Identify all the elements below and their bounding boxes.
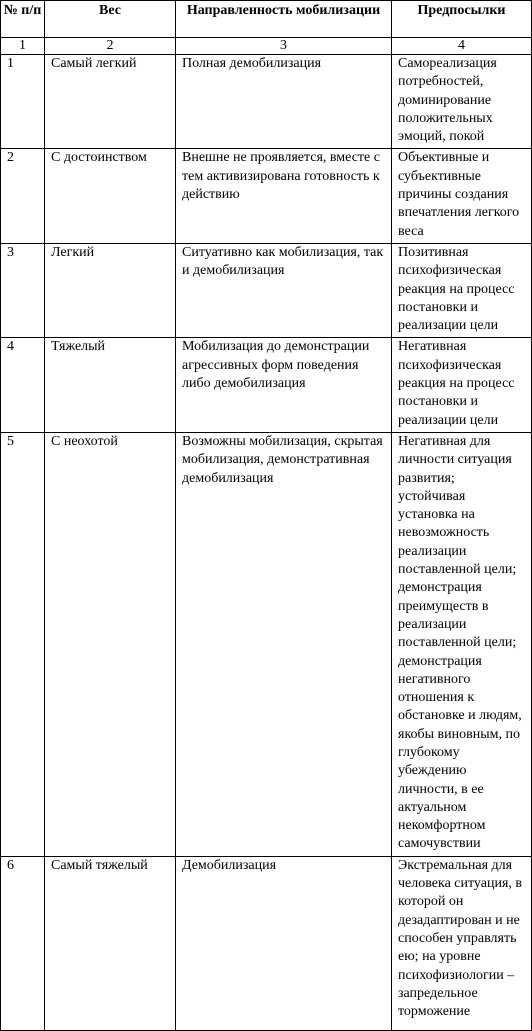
preconditions-cell: Негативная для личности ситуация развития; устойчивая установка на невозможность реализации поставленной цели; демонстрация преимуществ в реализации поставленной цели; демонстрация негативного отношения к обстановке и людям, якобы виновным, по глубокому убеждению личности, в ее актуальном некомфортном самочувствии [392,432,532,856]
preconditions-cell: Негативная психофизическая реакция на процесс постановки и реализации цели [392,338,532,432]
table-row [1,338,532,432]
direction-cell: Ситуативно как мобилизация, так и демобилизация [176,243,392,337]
direction-cell: Демобилизация [176,856,392,1030]
column-number: 3 [176,38,392,55]
weight-cell: Самый тяжелый [45,856,176,1030]
header-direction: Направленность мобилизации [176,1,392,38]
table-row [1,149,532,243]
weight-cell: С достоинством [45,149,176,243]
weight-cell: Самый легкий [45,55,176,149]
table-row [1,856,532,1030]
table-row [1,55,532,149]
column-number: 4 [392,38,532,55]
column-number-row [1,38,532,55]
row-number: 3 [1,243,45,337]
header-row [1,1,532,38]
row-number: 1 [1,55,45,149]
header-weight: Вес [45,1,176,38]
preconditions-cell: Позитивная психофизическая реакция на процесс постановки и реализации цели [392,243,532,337]
weight-cell: С неохотой [45,432,176,856]
header-preconditions: Предпосылки [392,1,532,38]
row-number: 4 [1,338,45,432]
preconditions-cell: Самореализация потребностей, доминирование положительных эмоций, покой [392,55,532,149]
preconditions-cell: Объективные и субъективные причины создания впечатления легкого веса [392,149,532,243]
row-number: 6 [1,856,45,1030]
direction-cell: Внешне не проявляется, вместе с тем активизирована готовность к действию [176,149,392,243]
column-number: 1 [1,38,45,55]
table-row [1,243,532,337]
row-number: 2 [1,149,45,243]
table-row [1,432,532,856]
column-number: 2 [45,38,176,55]
direction-cell: Возможны мобилизация, скрытая мобилизация, демонстративная демобилизация [176,432,392,856]
preconditions-cell: Экстремальная для человека ситуация, в которой он дезадаптирован и не способен управлять ею; на уровне психофизиологии – запредельное торможение [392,856,532,1030]
direction-cell: Полная демобилизация [176,55,392,149]
row-number: 5 [1,432,45,856]
weight-cell: Тяжелый [45,338,176,432]
direction-cell: Мобилизация до демонстрации агрессивных форм поведения либо демобилизация [176,338,392,432]
header-number: № п/п [1,1,45,38]
weight-cell: Легкий [45,243,176,337]
